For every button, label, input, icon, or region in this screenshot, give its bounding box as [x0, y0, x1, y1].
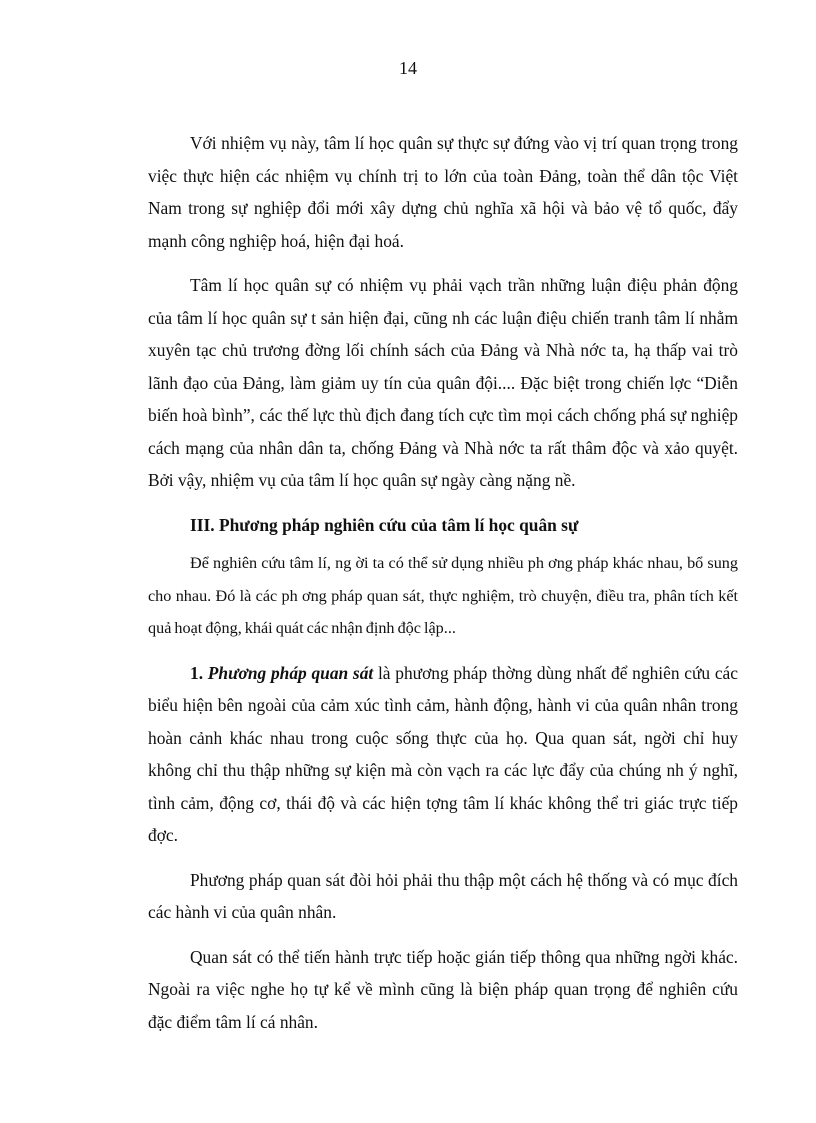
paragraph-mission-expose: Tâm lí học quân sự có nhiệm vụ phải vạch trần những luận điệu phản động của tâm lí học quân sự t sản hiện đại, cũng nh các luận điệu chiến tranh tâm lí nhằm xuyên tạc chủ trương đờng lối chính sách của Đảng và Nhà nớc ta, hạ thấp vai trò lãnh đạo của Đảng, làm giảm uy tín của quân đội.... Đặc biệt trong chiến lợc “Diễn biến hoà bình”, các thế lực thù địch đang tích cực tìm mọi cách chống phá sự nghiệp cách mạng của nhân dân ta, chống Đảng và Nhà nớc ta rất thâm độc và xảo quyệt. Bởi vậy, nhiệm vụ của tâm lí học quân sự ngày càng nặng nề. [148, 275, 738, 490]
observation-method-title: Phương pháp quan sát [207, 662, 374, 683]
paragraph-observation-method [148, 657, 738, 852]
observation-method-text: là phương pháp thờng dùng nhất để nghiên cứu các biểu hiện bên ngoài của cảm xúc tình cảm, hành động, hành vi của quân nhân trong hoàn cảnh khác nhau trong cuộc sống thực của họ. Qua quan sát, ngời chỉ huy không chỉ thu thập những sự kiện mà còn vạch ra các lực đẩy của chúng nh ý nghĩ, tình cảm, động cơ, thái độ và các hiện tợng tâm lí khác không thể tri giác trực tiếp đợc. [148, 662, 738, 845]
document-body [148, 127, 738, 1050]
page-number: 14 [399, 58, 417, 78]
paragraph-observation-direct-indirect: Quan sát có thể tiến hành trực tiếp hoặc gián tiếp thông qua những ngời khác. Ngoài ra việc nghe họ tự kể về mình cũng là biện pháp quan trọng để nghiên cứu đặc điểm tâm lí cá nhân. [148, 946, 738, 1032]
section-heading: III. Phương pháp nghiên cứu của tâm lí học quân sự [190, 514, 579, 535]
paragraph-observation-requirement: Phương pháp quan sát đòi hỏi phải thu thập một cách hệ thống và có mục đích các hành vi của quân nhân. [148, 869, 738, 922]
paragraph-methods-intro: Để nghiên cứu tâm lí, ng ời ta có thể sử dụng nhiều ph ơng pháp khác nhau, bổ sung cho nhau. Đó là các ph ơng pháp quan sát, thực nghiệm, trò chuyện, điều tra, phân tích kết quả hoạt động, khái quát các nhận định độc lập... [148, 554, 738, 637]
paragraph-mission-role: Với nhiệm vụ này, tâm lí học quân sự thực sự đứng vào vị trí quan trọng trong việc thực hiện các nhiệm vụ chính trị to lớn của toàn Đảng, toàn thể dân tộc Việt Nam trong sự nghiệp đổi mới xây dựng chủ nghĩa xã hội và bảo vệ tổ quốc, đẩy mạnh công nghiệp hoá, hiện đại hoá. [148, 133, 738, 251]
observation-method-number: 1. [190, 662, 204, 683]
observation-method-lead [190, 663, 373, 683]
